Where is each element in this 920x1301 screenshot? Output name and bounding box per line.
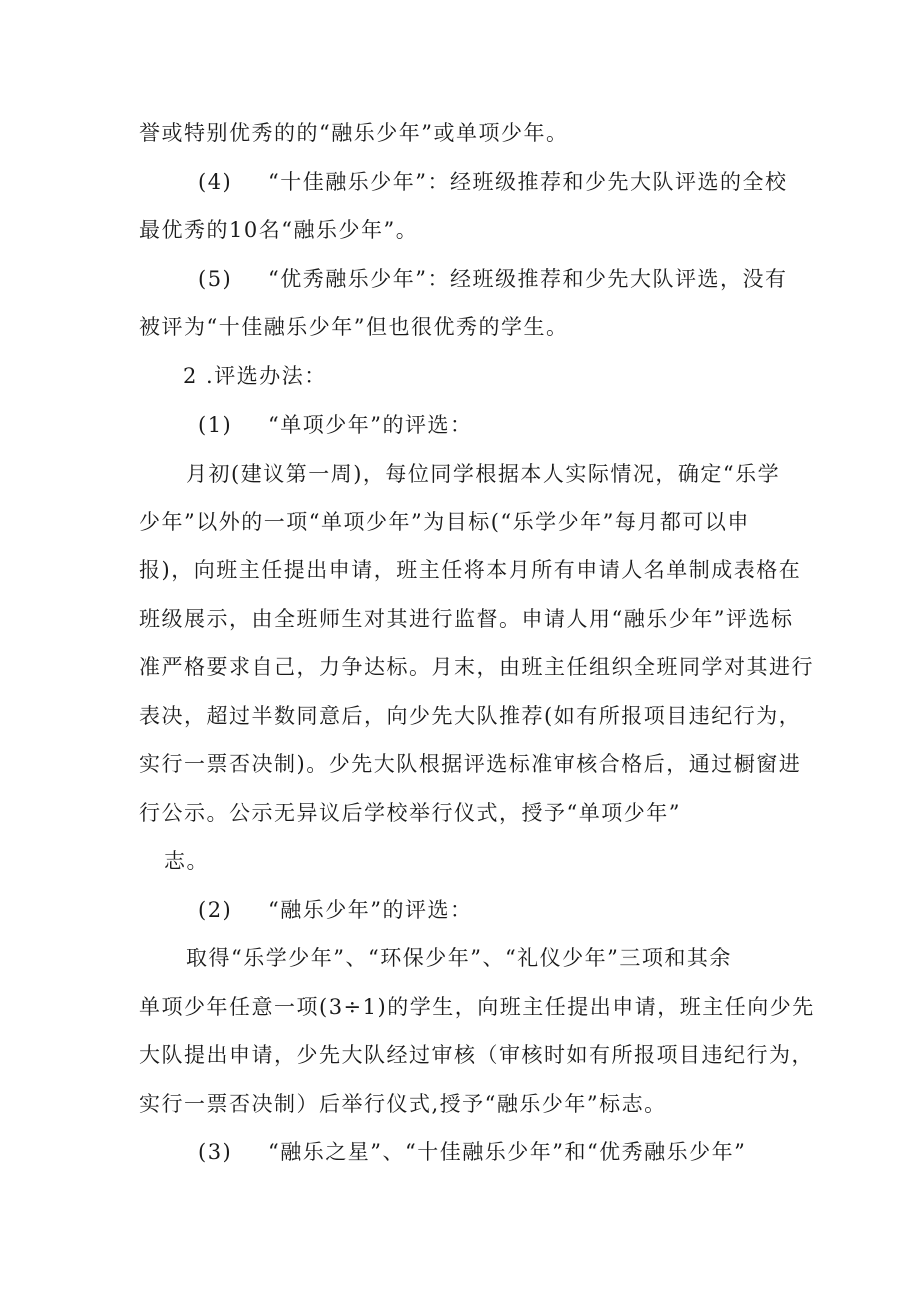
- item-number: (3): [198, 1140, 233, 1164]
- paragraph-line: 取得“乐学少年”、“环保少年”、“礼仪少年”三项和其余: [186, 946, 732, 970]
- item-text: “单项少年”的评选：: [268, 413, 473, 437]
- paragraph-line: 实行一票否决制)。少先大队根据评选标准审核合格后，通过橱窗进: [139, 752, 802, 776]
- paragraph-line: 行公示。公示无异议后学校举行仪式，授予“单项少年”: [139, 801, 681, 825]
- item-text: “融乐少年”的评选：: [268, 898, 473, 922]
- paragraph-line: 班级展示，由全班师生对其进行监督。申请人用“融乐少年”评选标: [139, 607, 794, 631]
- paragraph-line: 月初(建议第一周)，每位同学根据本人实际情况，确定“乐学: [186, 462, 781, 486]
- numbered-item-1: [198, 411, 472, 439]
- paragraph-line: 被评为“十佳融乐少年”但也很优秀的学生。: [139, 315, 569, 339]
- paragraph-line: 誉或特别优秀的的“融乐少年”或单项少年。: [139, 121, 569, 145]
- item-number: (1): [198, 413, 233, 437]
- item-number: (5): [198, 267, 233, 291]
- paragraph-line: 少年”以外的一项“单项少年”为目标(“乐学少年”每月都可以申: [139, 510, 750, 534]
- item-number: (4): [198, 170, 233, 194]
- item-number: (2): [198, 898, 233, 922]
- paragraph-line: 大队提出申请，少先大队经过审核（审核时如有所报项目违纪行为，: [139, 1043, 814, 1067]
- paragraph-line: 实行一票否决制）后举行仪式,授予“融乐少年”标志。: [139, 1092, 667, 1116]
- item-text: “融乐之星”、“十佳融乐少年”和“优秀融乐少年”: [268, 1140, 747, 1164]
- paragraph-line: 准严格要求自己，力争达标。月末，由班主任组织全班同学对其进行: [139, 655, 814, 679]
- numbered-item-4-first-line: [198, 168, 787, 196]
- item-text: “优秀融乐少年”：经班级推荐和少先大队评选，没有: [268, 267, 788, 291]
- item-text: “十佳融乐少年”：经班级推荐和少先大队评选的全校: [268, 170, 788, 194]
- paragraph-line: 报)，向班主任提出申请，班主任将本月所有申请人名单制成表格在: [139, 558, 802, 582]
- numbered-item-3: [198, 1138, 746, 1166]
- numbered-item-2: [198, 896, 472, 924]
- numbered-item-5-first-line: [198, 265, 787, 293]
- paragraph-line: 最优秀的10名“融乐少年”。: [139, 218, 419, 242]
- paragraph-line: 志。: [164, 849, 209, 873]
- section-heading: 2 .评选办法：: [183, 364, 327, 388]
- paragraph-line: 单项少年任意一项(3÷1)的学生，向班主任提出申请，班主任向少先: [139, 995, 815, 1019]
- paragraph-line: 表决，超过半数同意后，向少先大队推荐(如有所报项目违纪行为，: [139, 704, 802, 728]
